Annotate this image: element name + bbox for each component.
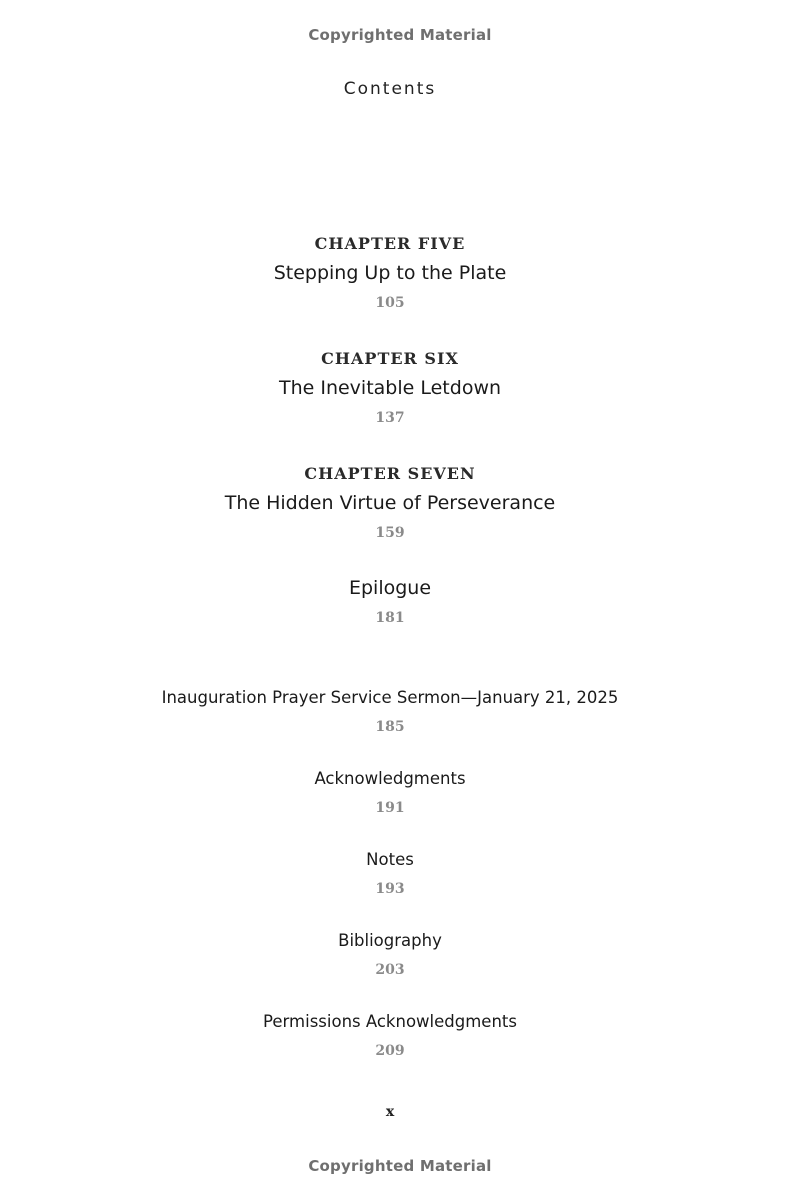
page-number: 209	[375, 1043, 405, 1059]
chapter-label: CHAPTER SEVEN	[304, 464, 476, 483]
page-number: 203	[375, 962, 405, 978]
entry-title: Acknowledgments	[314, 769, 466, 788]
chapter-title: The Inevitable Letdown	[278, 377, 502, 399]
entry-title: Permissions Acknowledgments	[263, 1012, 517, 1031]
page-number: 191	[375, 800, 405, 816]
copyright-watermark-top: Copyrighted Material	[308, 26, 492, 44]
page-number: 137	[375, 410, 405, 426]
page-number: 181	[375, 610, 405, 626]
chapter-title: The Hidden Virtue of Perseverance	[224, 492, 556, 514]
chapter-title: Stepping Up to the Plate	[273, 262, 507, 284]
entry-title: Inauguration Prayer Service Sermon—January 21, 2025	[161, 688, 619, 707]
entry-title: Notes	[366, 850, 414, 869]
contents-heading: Contents	[343, 79, 437, 99]
page-number: 193	[375, 881, 405, 897]
page-number: 159	[375, 525, 405, 541]
entry-title: Bibliography	[338, 931, 442, 950]
page-folio: x	[385, 1104, 395, 1120]
epilogue-title: Epilogue	[348, 577, 432, 599]
page-number: 105	[375, 295, 405, 311]
copyright-watermark-bottom: Copyrighted Material	[308, 1157, 492, 1175]
chapter-label: CHAPTER FIVE	[314, 234, 466, 253]
chapter-label: CHAPTER SIX	[321, 349, 459, 368]
page-number: 185	[375, 719, 405, 735]
